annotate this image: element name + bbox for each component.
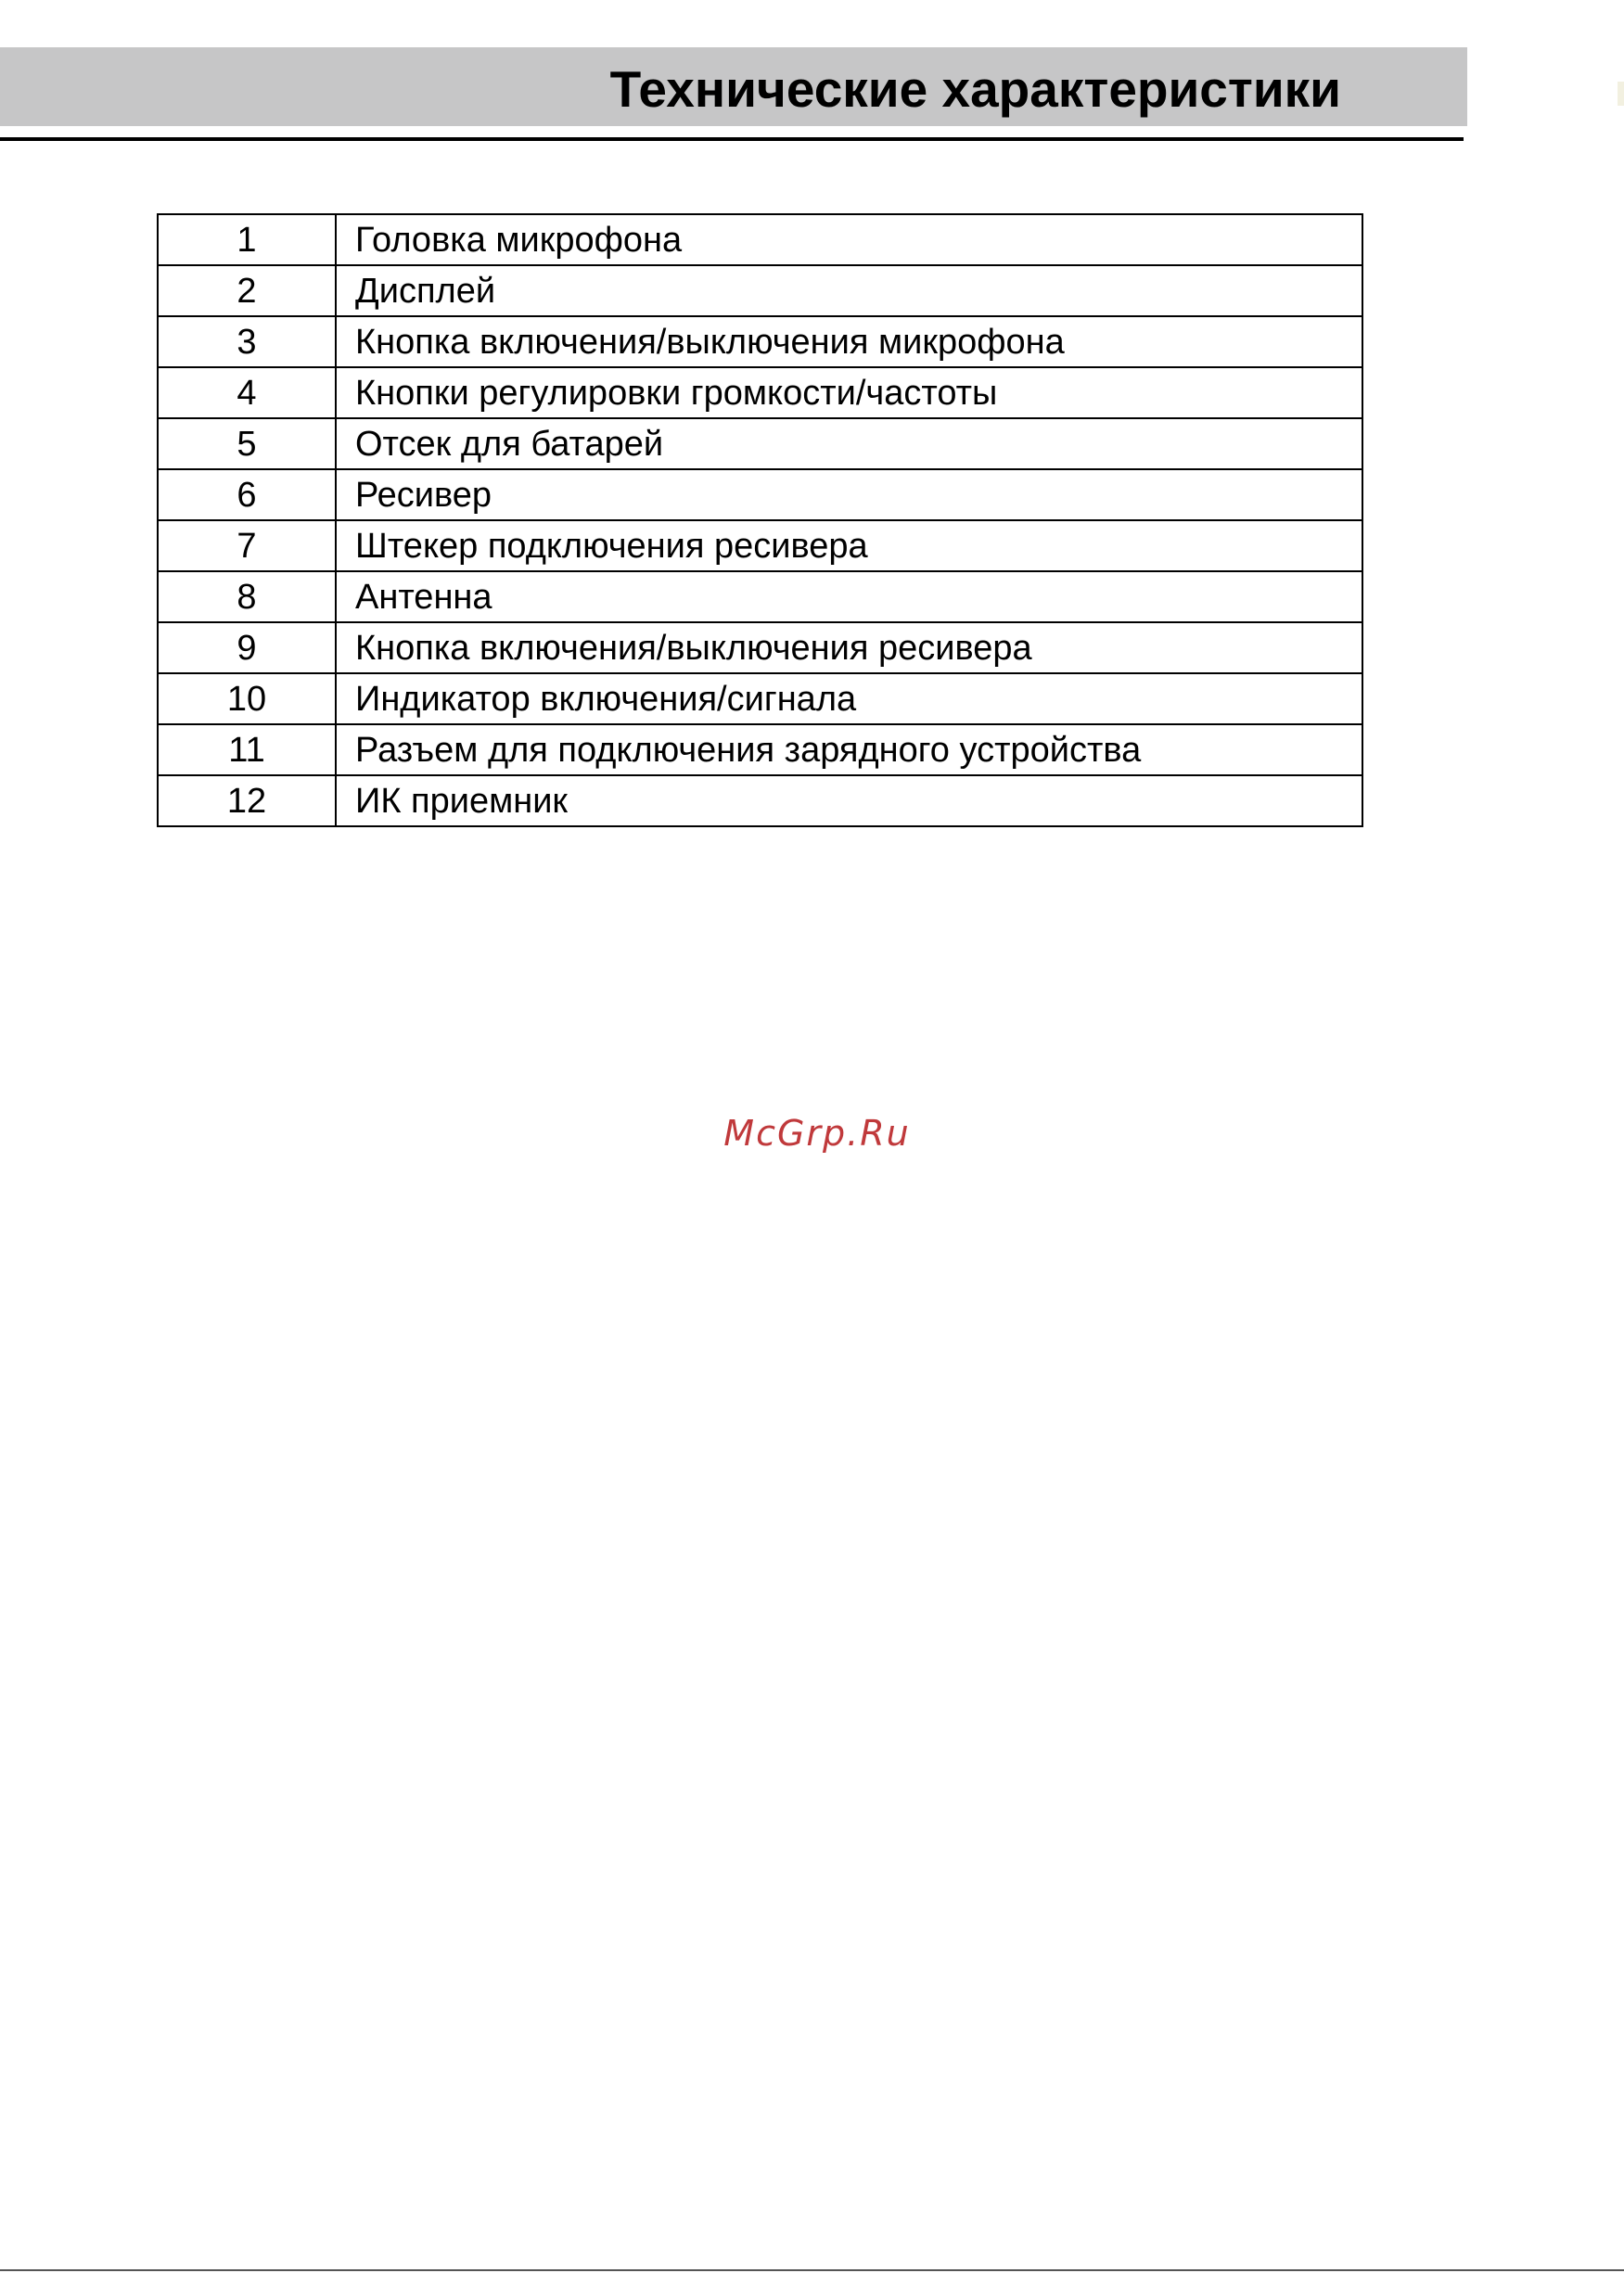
item-number: 12	[158, 775, 336, 826]
header-divider	[0, 137, 1464, 141]
item-description: Антенна	[336, 571, 1362, 622]
table-row	[158, 571, 1362, 622]
table-row	[158, 418, 1362, 469]
table-row	[158, 775, 1362, 826]
item-description: Кнопка включения/выключения микрофона	[336, 316, 1362, 367]
page-title: Технические характеристики	[609, 60, 1341, 118]
bottom-divider	[0, 2269, 1624, 2271]
item-number: 10	[158, 673, 336, 724]
item-description: Отсек для батарей	[336, 418, 1362, 469]
table-row	[158, 520, 1362, 571]
table-row	[158, 265, 1362, 316]
item-number: 11	[158, 724, 336, 775]
item-description: ИК приемник	[336, 775, 1362, 826]
item-description: Индикатор включения/сигнала	[336, 673, 1362, 724]
item-number: 2	[158, 265, 336, 316]
item-number: 6	[158, 469, 336, 520]
item-number: 8	[158, 571, 336, 622]
item-description: Кнопка включения/выключения ресивера	[336, 622, 1362, 673]
item-description: Штекер подключения ресивера	[336, 520, 1362, 571]
table-row	[158, 469, 1362, 520]
spec-table	[157, 213, 1363, 827]
table-row	[158, 673, 1362, 724]
item-number: 3	[158, 316, 336, 367]
item-description: Дисплей	[336, 265, 1362, 316]
table-row	[158, 367, 1362, 418]
item-number: 5	[158, 418, 336, 469]
table-row	[158, 214, 1362, 265]
item-number: 4	[158, 367, 336, 418]
table-row	[158, 316, 1362, 367]
table-row	[158, 622, 1362, 673]
item-description: Головка микрофона	[336, 214, 1362, 265]
item-number: 1	[158, 214, 336, 265]
watermark: McGrp.Ru	[723, 1113, 911, 1154]
item-description: Ресивер	[336, 469, 1362, 520]
item-number: 7	[158, 520, 336, 571]
item-number: 9	[158, 622, 336, 673]
item-description: Кнопки регулировки громкости/частоты	[336, 367, 1362, 418]
table-row	[158, 724, 1362, 775]
page-edge-mark	[1618, 82, 1624, 106]
header-band	[0, 47, 1467, 126]
item-description: Разъем для подключения зарядного устройства	[336, 724, 1362, 775]
